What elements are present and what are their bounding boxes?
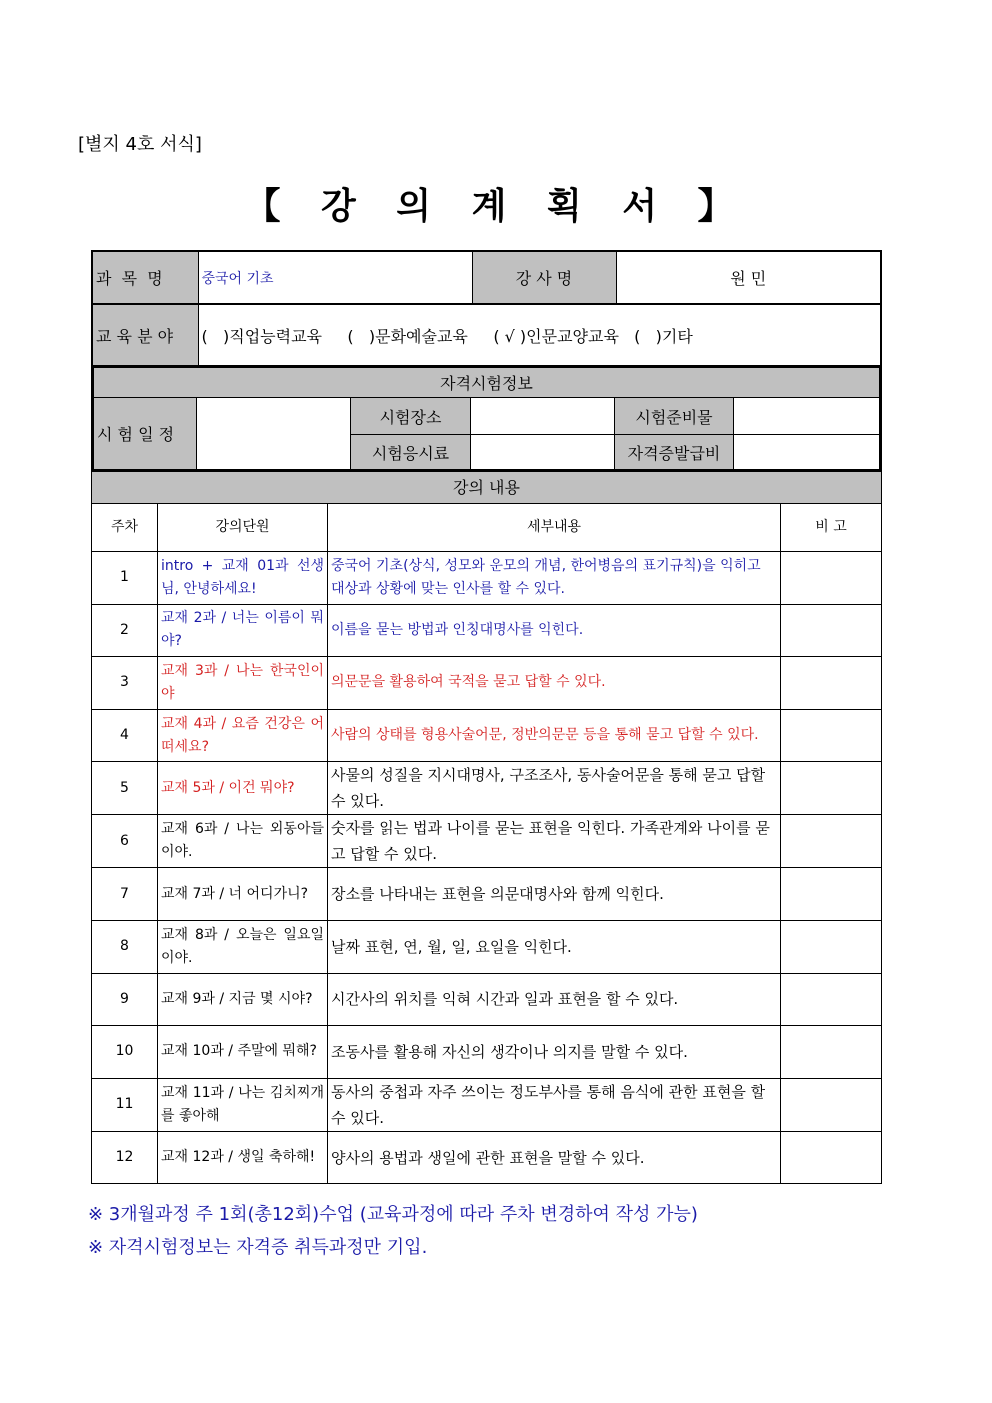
col-unit: 강의단원	[158, 504, 328, 552]
detail-cell: 숫자를 읽는 법과 나이를 묻는 표현을 익힌다. 가족관계와 나이를 묻고 답할 수 있다.	[328, 815, 781, 868]
table-row	[92, 762, 882, 815]
note-1: ※ 3개월과정 주 1회(총12회)수업 (교육과정에 따라 주차 변경하여 작성 가능)	[88, 1204, 698, 1225]
unit-cell: 교재 6과 / 나는 외동아들이야.	[158, 815, 328, 868]
course-label: 과 목 명	[92, 251, 198, 304]
note-2: ※ 자격시험정보는 자격증 취득과정만 기입.	[88, 1237, 428, 1258]
detail-cell: 시간사의 위치를 익혀 시간과 일과 표현을 할 수 있다.	[328, 973, 781, 1026]
detail-cell: 동사의 중첩과 자주 쓰이는 정도부사를 통해 음식에 관한 표현을 할 수 있다.	[328, 1078, 781, 1131]
note-cell[interactable]	[781, 1026, 882, 1079]
detail-cell: 중국어 기초(상식, 성모와 운모의 개념, 한어병음의 표기규칙)을 익히고 대상과 상황에 맞는 인사를 할 수 있다.	[328, 552, 781, 605]
table-row	[92, 973, 882, 1026]
unit-cell: 교재 9과 / 지금 몇 시야?	[158, 973, 328, 1026]
form-label: [별지 4호 서식]	[78, 134, 202, 155]
schedule-label: 시 험 일 정	[93, 398, 197, 471]
materials-value[interactable]	[734, 398, 881, 435]
col-week: 주차	[92, 504, 158, 552]
unit-cell: 교재 10과 / 주말에 뭐해?	[158, 1026, 328, 1079]
week-cell: 11	[92, 1078, 158, 1131]
week-cell: 2	[92, 604, 158, 657]
detail-cell: 의문문을 활용하여 국적을 묻고 답할 수 있다.	[328, 657, 781, 710]
table-row	[92, 604, 882, 657]
detail-cell: 양사의 용법과 생일에 관한 표현을 말할 수 있다.	[328, 1131, 781, 1184]
table-row	[92, 815, 882, 868]
note-cell[interactable]	[781, 604, 882, 657]
course-name: 중국어 기초	[198, 251, 472, 304]
week-cell: 3	[92, 657, 158, 710]
unit-cell: 교재 4과 / 요즘 건강은 어떠세요?	[158, 709, 328, 762]
fee-value[interactable]	[471, 435, 615, 471]
table-row	[92, 1026, 882, 1079]
cert-info-table	[91, 365, 882, 472]
week-cell: 9	[92, 973, 158, 1026]
note-cell[interactable]	[781, 552, 882, 605]
lecture-header: 강의 내용	[92, 472, 882, 504]
note-cell[interactable]	[781, 709, 882, 762]
detail-cell: 사람의 상태를 형용사술어문, 정반의문문 등을 통해 묻고 답할 수 있다.	[328, 709, 781, 762]
detail-cell: 사물의 성질을 지시대명사, 구조조사, 동사술어문을 통해 묻고 답할 수 있다.	[328, 762, 781, 815]
field-label: 교 육 분 야	[92, 304, 198, 366]
detail-cell: 날짜 표현, 연, 월, 일, 요일을 익힌다.	[328, 920, 781, 973]
table-row	[92, 1131, 882, 1184]
issue-fee-label: 자격증발급비	[615, 435, 734, 471]
unit-cell: 교재 8과 / 오늘은 일요일이야.	[158, 920, 328, 973]
note-cell[interactable]	[781, 920, 882, 973]
note-cell[interactable]	[781, 762, 882, 815]
note-cell[interactable]	[781, 1078, 882, 1131]
week-cell: 5	[92, 762, 158, 815]
unit-cell: 교재 11과 / 나는 김치찌개를 좋아해	[158, 1078, 328, 1131]
week-cell: 12	[92, 1131, 158, 1184]
unit-cell: 교재 2과 / 너는 이름이 뭐야?	[158, 604, 328, 657]
table-row	[92, 868, 882, 921]
detail-cell: 이름을 묻는 방법과 인칭대명사를 익힌다.	[328, 604, 781, 657]
week-cell: 7	[92, 868, 158, 921]
lecture-table	[91, 471, 882, 1184]
table-row	[92, 552, 882, 605]
place-value[interactable]	[471, 398, 615, 435]
issue-fee-value[interactable]	[734, 435, 881, 471]
schedule-value[interactable]	[197, 398, 351, 471]
field-options[interactable]: ( )직업능력교육 ( )문화예술교육 ( √ )인문교양교육 ( )기타	[198, 304, 881, 366]
detail-cell: 장소를 나타내는 표현을 의문대명사와 함께 익힌다.	[328, 868, 781, 921]
table-row	[92, 709, 882, 762]
unit-cell: 교재 7과 / 너 어디가니?	[158, 868, 328, 921]
note-cell[interactable]	[781, 815, 882, 868]
week-cell: 10	[92, 1026, 158, 1079]
materials-label: 시험준비물	[615, 398, 734, 435]
page-title: 【 강 의 계 획 서 】	[244, 186, 748, 227]
week-cell: 8	[92, 920, 158, 973]
unit-cell: 교재 3과 / 나는 한국인이야	[158, 657, 328, 710]
table-row	[92, 920, 882, 973]
note-cell[interactable]	[781, 868, 882, 921]
fee-label: 시험응시료	[351, 435, 471, 471]
note-cell[interactable]	[781, 1131, 882, 1184]
unit-cell: 교재 12과 / 생일 축하해!	[158, 1131, 328, 1184]
col-note: 비 고	[781, 504, 882, 552]
week-cell: 6	[92, 815, 158, 868]
week-cell: 1	[92, 552, 158, 605]
detail-cell: 조동사를 활용해 자신의 생각이나 의지를 말할 수 있다.	[328, 1026, 781, 1079]
instructor-name: 원 민	[616, 251, 881, 304]
course-info-table	[91, 250, 882, 367]
instructor-label: 강 사 명	[472, 251, 616, 304]
note-cell[interactable]	[781, 657, 882, 710]
week-cell: 4	[92, 709, 158, 762]
col-detail: 세부내용	[328, 504, 781, 552]
unit-cell: intro + 교재 01과 선생님, 안녕하세요!	[158, 552, 328, 605]
table-row	[92, 657, 882, 710]
cert-header: 자격시험정보	[93, 367, 881, 398]
table-row	[92, 1078, 882, 1131]
note-cell[interactable]	[781, 973, 882, 1026]
unit-cell: 교재 5과 / 이건 뭐야?	[158, 762, 328, 815]
place-label: 시험장소	[351, 398, 471, 435]
